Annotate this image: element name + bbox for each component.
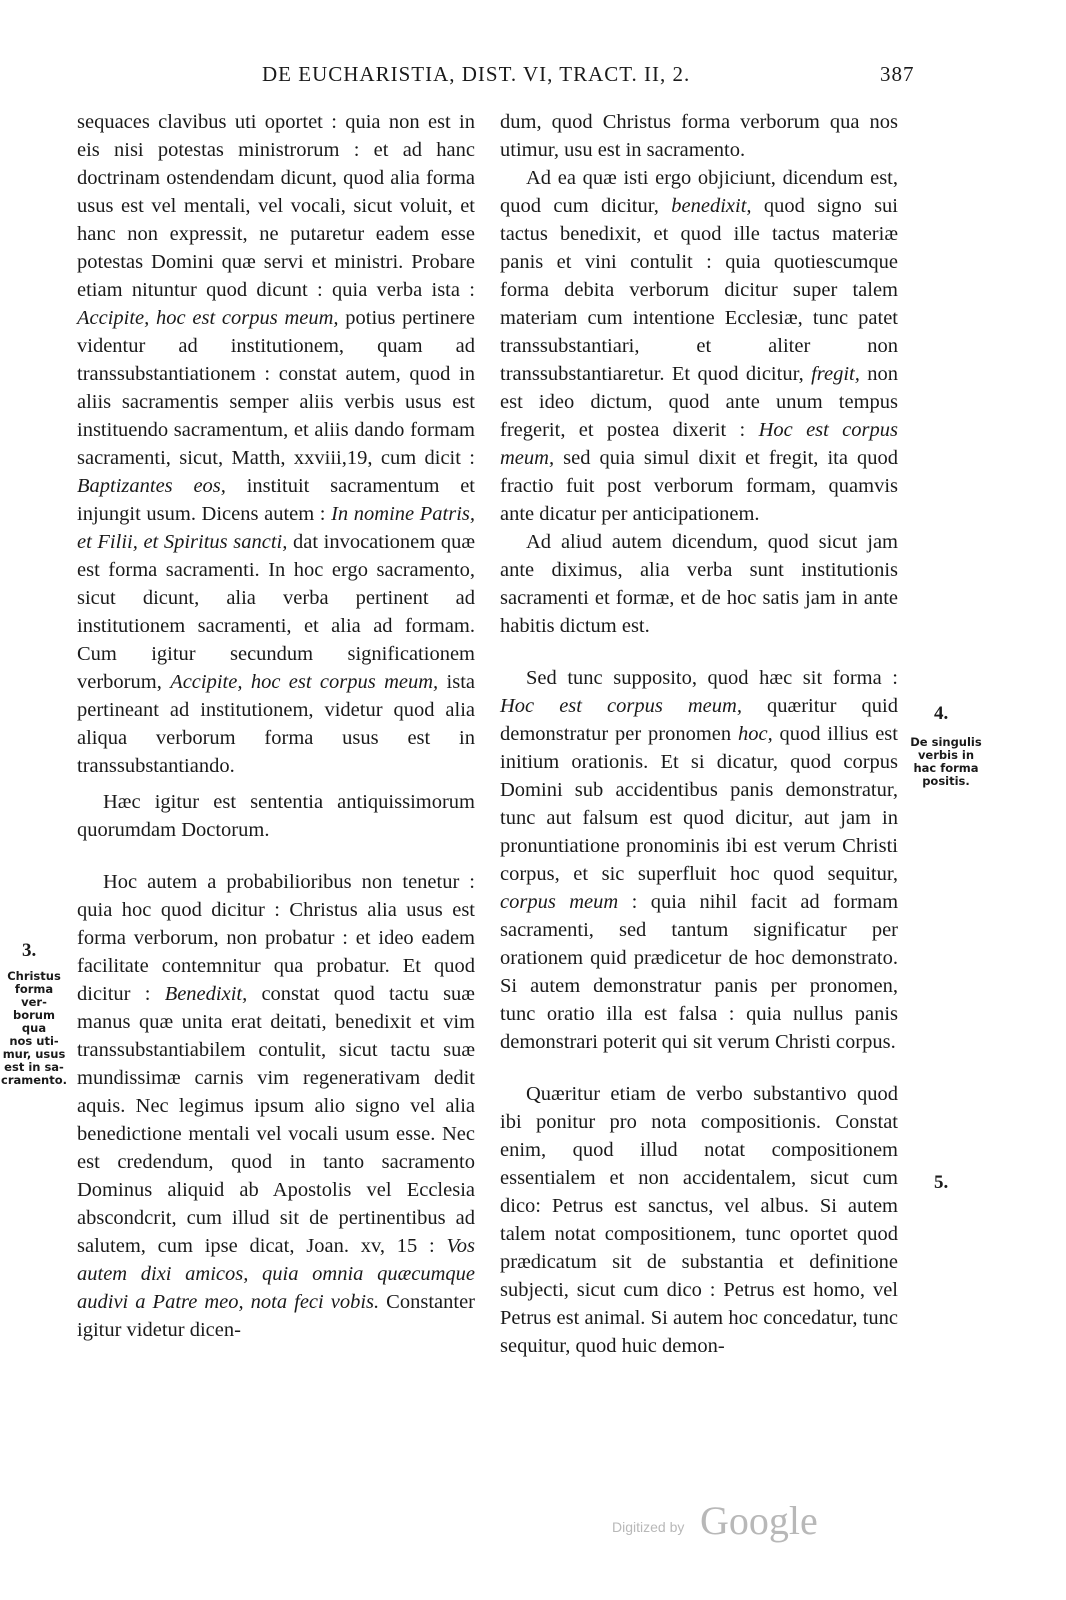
text-run: sequaces clavibus uti oportet : quia non est in eis nisi potestas ministrorum : et ad hanc doctrinam ostendendam dicunt, quod alia forma usus est vel mentali, vel vocali, sicut voluit, et hanc non expressit, ne putaretur eadem esse potestas Domini quæ servi et ministri. Probare etiam nituntur quod dicunt : quia verba ista :: [77, 111, 475, 301]
text-run: non est ideo dictum, quod ante unum tempus fregerit, et postea dixerit :: [500, 363, 898, 441]
paragraph: [500, 1080, 898, 1360]
text-run: dat invocationem quæ est forma sacramenti. In hoc ergo sacramento, sicut dicunt, alia verba pertinent ad institutionem sacramenti, et alia ad formam. Cum igitur secundum significationem verborum,: [77, 531, 475, 693]
left-column: [77, 108, 475, 1344]
margin-note-line: positis.: [922, 774, 970, 788]
paragraph: [500, 164, 898, 528]
margin-note-line: est in sa-: [4, 1060, 64, 1074]
text-run: sed quia simul dixit et fregit, ita quod fractio fuit post verborum formam, quamvis ante dicatur per anticipationem.: [500, 447, 898, 525]
margin-note-3: [0, 970, 68, 1087]
right-column: [500, 108, 898, 1360]
text-run: Quæritur etiam de verbo substantivo quod ibi ponitur pro nota compositionis. Constat enim, quod illud notat compositionem essentialem et non accidentalem, sicut cum dico: Petrus est sanctus, vel albus. Si autem talem notat compositionem, tunc oportet quod prædicatum sit de substantia et definitione subjecti, sicut cum dico : Petrus est homo, vel Petrus est animal. Si autem hoc concedatur, tunc sequitur, quod huic demon-: [500, 1083, 898, 1357]
margin-note-line: nos uti-: [9, 1034, 59, 1048]
text-run: quod signo sui tactus benedixit, et quod ille tactus materiæ panis et vini contulit : quia quotiescumque forma debita verborum dicitur super talem materiam cum intentione Ecclesiæ, tunc patet transsubstantiari, et aliter non transsubstantiaretur. Et quod dicitur,: [500, 195, 898, 385]
digitized-by-label: Digitized by: [612, 1519, 685, 1535]
google-wordmark: Google: [700, 1498, 818, 1543]
paragraph: [77, 108, 475, 780]
text-run: Constanter igitur videtur dicen-: [77, 1291, 475, 1341]
text-run: Ad aliud autem dicendum, quod sicut jam ante diximus, alia verba sunt institutionis sacramenti et formæ, et de hoc satis jam in ante habitis dictum est.: [500, 531, 898, 637]
margin-note-line: hac forma: [913, 761, 979, 775]
running-title: DE EUCHARISTIA, DIST. VI, TRACT. II, 2.: [262, 62, 691, 86]
italic-quote: corpus meum: [500, 891, 619, 913]
digitization-watermark: [612, 1497, 832, 1553]
text-run: potius pertinere videntur ad institutionem, quam ad transsubstantiationem : constat autem, quod in aliis sacramentis semper aliis verbis usus est instituendo sacramentum, et aliis dando formam sacramenti, sicut, Matth, xxviii,19, cum dicit :: [77, 307, 475, 469]
margin-note-line: forma ver-: [14, 982, 54, 1009]
section-number-5: 5.: [934, 1172, 949, 1193]
margin-note-line: verbis in: [917, 748, 975, 762]
section-number-4: 4.: [934, 703, 949, 724]
margin-note-4: [900, 736, 992, 788]
paragraph: [77, 788, 475, 844]
paragraph: [500, 108, 898, 164]
italic-quote: Hoc est corpus meum,: [500, 695, 742, 717]
italic-quote: benedixit,: [671, 195, 752, 217]
margin-note-line: Christus: [7, 969, 61, 983]
margin-note-line: borum qua: [13, 1008, 55, 1035]
italic-quote: Hoc est corpus meum,: [500, 419, 898, 469]
margin-note-line: cramento.: [1, 1073, 67, 1087]
text-run: Sed tunc supposito, quod hæc sit forma :: [526, 667, 898, 689]
text-run: : quia nihil facit ad formam sacramenti, sed tantum significatur per orationem quid prædicetur de hoc demonstrato. Si autem demonstratur panis per pronomen, tunc oratio illa est falsa : quia nullus panis demonstrari poterit qui sit verum Christi corpus.: [500, 891, 899, 1053]
italic-quote: Vos autem dixi amicos, quia omnia quæcumque audivi a Patre meo, nota feci vobis.: [77, 1235, 475, 1313]
text-run: ista pertineant ad institutionem, videtur quod alia aliqua verborum forma usus est in transsubstantiando.: [77, 671, 475, 777]
italic-quote: Accipite, hoc est corpus meum,: [77, 307, 339, 329]
italic-quote: In nomine Patris, et Filii, et Spiritus sancti,: [77, 503, 476, 553]
paragraph: [500, 528, 898, 640]
paragraph: [77, 868, 475, 1344]
italic-quote: hoc,: [737, 723, 773, 745]
text-run: constat quod tactu suæ manus quæ unita erat deitati, benedixit et vim transsubstantiabilem contulit, sicut tactu suæ mundissimæ carnis vim regenerativam dedit aquis. Nec legimus ipsum alio signo vel alia benedictione mentali vel vocali usum esse. Nec est credendum, quod in tanto sacramento Dominus aliquid ab Apostolis vel Ecclesia abscondcrit, cum illud sit de pertinentibus ad salutem, cum ipse dicat, Joan. xv, 15 :: [77, 983, 475, 1257]
italic-quote: fregit,: [811, 363, 860, 385]
running-header: [0, 62, 1066, 92]
text-run: Hoc autem a probabilioribus non tenetur : quia hoc quod dicitur : Christus alia usus est forma verborum, non probatur : et ideo eadem facilitate contemnitur qua probatur. Et quod dicitur :: [77, 871, 475, 1005]
italic-quote: Accipite, hoc est corpus meum,: [170, 671, 439, 693]
text-run: Hæc igitur est sententia antiquissimorum quorumdam Doctorum.: [77, 791, 475, 841]
section-number-3: 3.: [22, 940, 37, 961]
text-run: dum, quod Christus forma verborum qua nos utimur, usu est in sacramento.: [500, 111, 898, 161]
page-number: 387: [880, 62, 915, 86]
text-run: instituit sacramentum et injungit usum. Dicens autem :: [77, 475, 475, 525]
text-run: quod illius est initium orationis. Et si dicatur, quod corpus Domini sub accidentibus panis demonstratur, tunc aut falsum est quod dicitur, aut jam in pronuntiatione pronominis ibi est verum Christi corpus, et sic superfluit hoc quod sequitur,: [500, 723, 898, 885]
margin-note-line: mur, usus: [2, 1047, 66, 1061]
italic-quote: Baptizantes eos,: [77, 475, 226, 497]
margin-note-line: De singulis: [910, 735, 982, 749]
paragraph: [500, 664, 898, 1056]
italic-quote: Benedixit,: [164, 983, 248, 1005]
text-run: quæritur quid demonstratur per pronomen: [500, 695, 898, 745]
text-run: Ad ea quæ isti ergo objiciunt, dicendum est, quod cum dicitur,: [500, 167, 898, 217]
